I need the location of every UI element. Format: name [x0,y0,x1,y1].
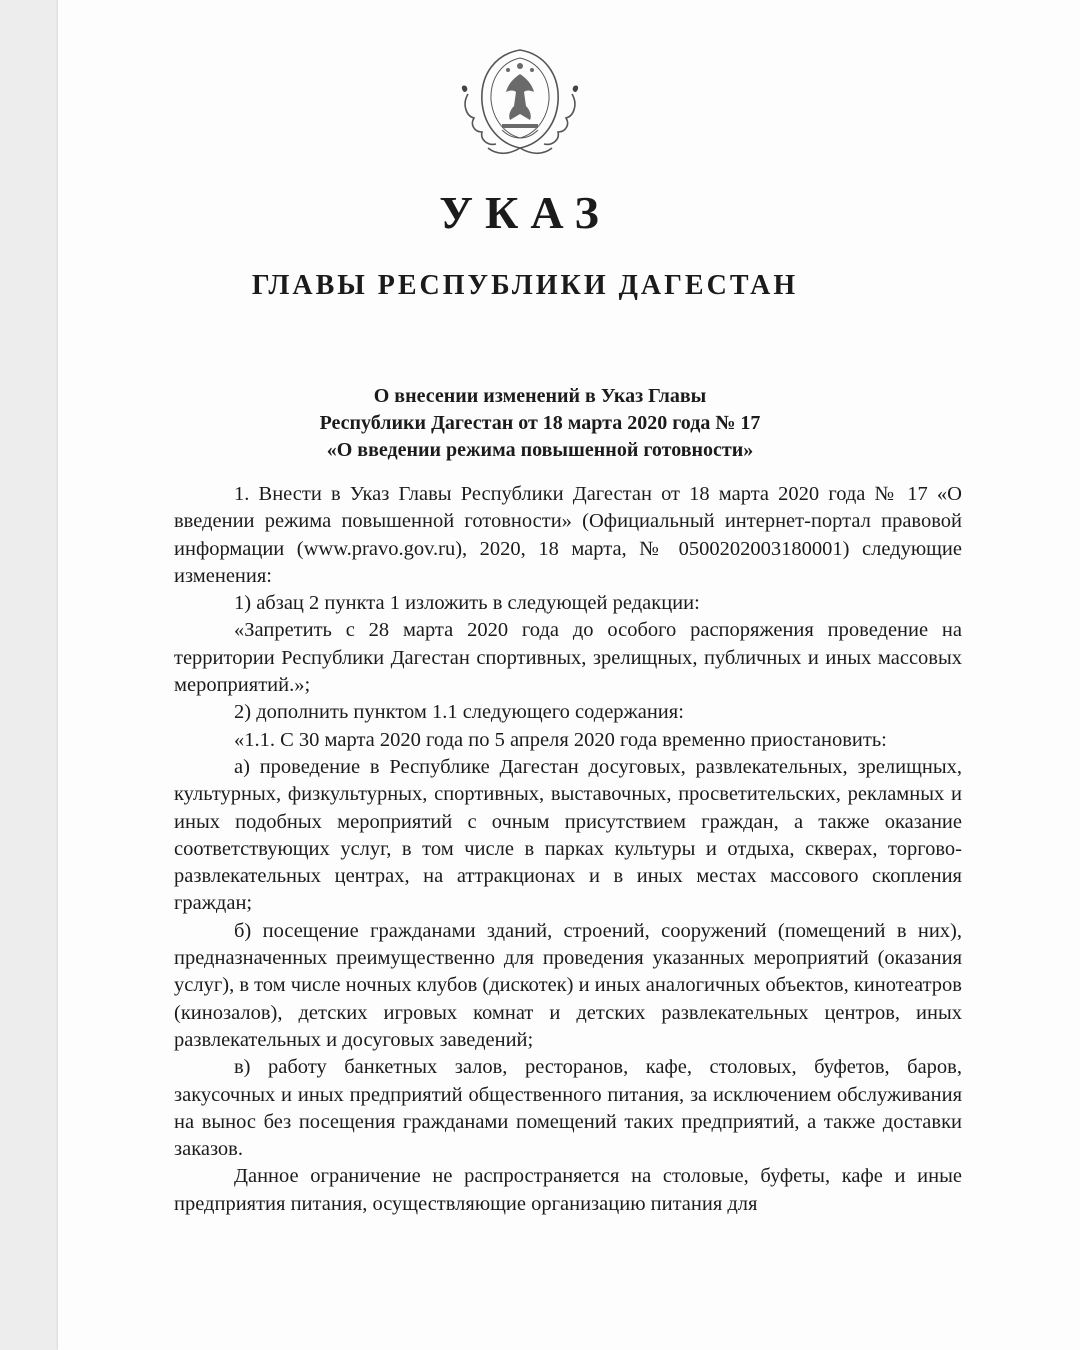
coat-of-arms-emblem-icon [458,44,582,160]
paragraph: а) проведение в Республике Дагестан досуговых, развлекательных, зрелищных, культурных, физкультурных, спортивных, выставочных, просветительских, рекламных и иных подобных мероприятий с очным присутствием граждан, а также оказание соответствующих услуг, в том числе в парках культуры и отдыха, скверах, торгово-развлекательных центрах, на аттракционах и в иных местах массового скопления граждан; [174,755,962,915]
paragraph: «1.1. С 30 марта 2020 года по 5 апреля 2020 года временно приостановить: [234,728,887,751]
document-body [174,481,962,1218]
document-title: УКАЗ [439,187,611,238]
paragraph: 1) абзац 2 пункта 1 изложить в следующей редакции: [234,592,700,615]
heading-line: «О введении режима повышенной готовности» [326,439,754,461]
paragraph: 2) дополнить пунктом 1.1 следующего содержания: [234,701,684,724]
paragraph: Данное ограничение не распространяется на столовые, буфеты, кафе и иные предприятия питания, осуществляющие организацию питания для [174,1165,962,1215]
heading-line: Республики Дагестан от 18 марта 2020 года № 17 [319,412,761,434]
paragraph: в) работу банкетных залов, ресторанов, кафе, столовых, буфетов, баров, закусочных и иных предприятий общественного питания, за исключением обслуживания на вынос без посещения гражданами помещений таких предприятий, а также доставки заказов. [174,1056,962,1161]
document-heading [0,383,1080,464]
heading-line: О внесении изменений в Указ Главы [373,385,707,407]
paragraph: б) посещение гражданами зданий, строений, сооружений (помещений в них), предназначенных преимущественно для проведения указанных мероприятий (оказания услуг), в том числе ночных клубов (дискотек) и иных аналогичных объектов, кинотеатров (кинозалов), детских игровых комнат и детских развлекательных центров, иных развлекательных и досуговых заведений; [174,919,962,1051]
paragraph: «Запретить с 28 марта 2020 года до особого распоряжения проведение на территории Республики Дагестан спортивных, зрелищных, публичных и иных массовых мероприятий.»; [174,619,962,697]
document-subtitle: ГЛАВЫ РЕСПУБЛИКИ ДАГЕСТАН [251,270,799,301]
paragraph: 1. Внести в Указ Главы Республики Дагестан от 18 марта 2020 года № 17 «О введении режима повышенной готовности» (Официальный интернет-портал правовой информации (www.pravo.gov.ru), 2020, 18 марта, № 0500202003180001) следующие изменения: [174,483,962,587]
